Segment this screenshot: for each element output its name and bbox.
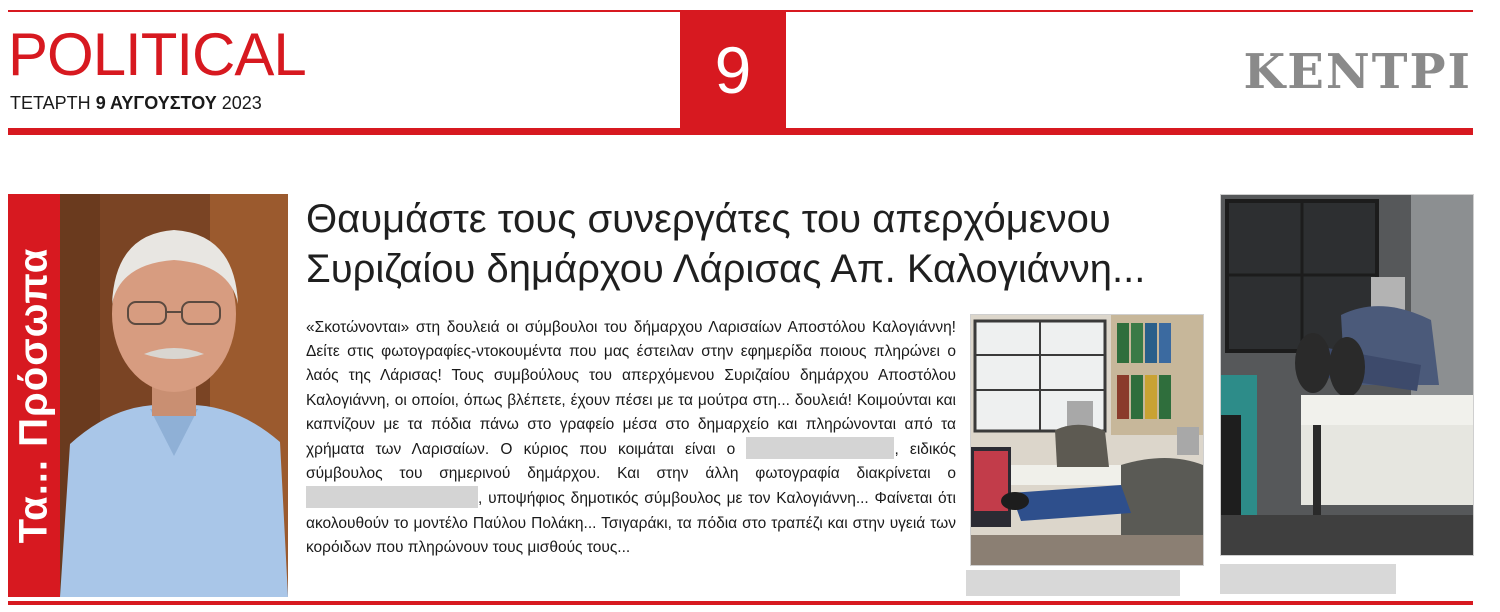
- article-body-part2: , ειδικός σύμβουλος του σημερινού δημάρχου. Και στην άλλη φωτογραφία διακρίνεται ο: [306, 441, 956, 483]
- redacted-name-1a: [746, 437, 798, 459]
- section-title: POLITICAL: [8, 21, 306, 88]
- office-photo-smoking: [970, 314, 1204, 566]
- date-day-month: 9 ΑΥΓΟΥΣΤΟΥ: [95, 93, 217, 113]
- issue-date: [10, 92, 262, 114]
- article-body-part1: «Σκοτώνονται» στη δουλειά οι σύμβουλοι του δήμαρχου Λαρισαίων Αποστόλου Καλογιάννη! Δείτε στις φωτογραφίες-ντοκουμέντα που μας έστειλαν στην εφημερίδα ποιους πληρώνει ο λαός της Λάρισας! Τους συμβούλους του απερχόμενου Συριζαίου δημάρχου Αποστόλου Καλογιάννη, οι οποίοι, όπως βλέπετε, έχουν πέσει με τα μούτρα στη... δουλειά! Κοιμούνται και καπνίζουν με τα πόδια πάνω στο γραφείο μέσα στο δημαρχείο και πληρώνονται από τα χρήματα των Λαρισαίων. Ο κύριος που κοιμάται είναι ο: [306, 319, 956, 459]
- portrait-photo: [60, 194, 288, 597]
- redacted-name-1b: [798, 437, 894, 459]
- page-number-box: [680, 12, 786, 128]
- date-year: 2023: [221, 93, 262, 113]
- masthead-bottom-rule: [8, 128, 1473, 135]
- column-tag-strip: [8, 194, 60, 597]
- column-tag: Τα... Πρόσωπα: [11, 247, 56, 544]
- redacted-name-2: [306, 486, 478, 508]
- newspaper-logo: KENTPI: [1243, 44, 1472, 100]
- photo-caption-redacted-2: [1220, 564, 1396, 594]
- article-body-part3: , υποψήφιος δημοτικός σύμβουλος με τον Καλογιάννη... Φαίνεται ότι ακολουθούν το μοντέλο Παύλου Πολάκη... Τσιγαράκι, τα πόδια στο τραπέζι και στην υγειά των κορόιδων που πληρώνουν τους μισθούς τους...: [306, 490, 956, 556]
- article-headline: Θαυμάστε τους συνεργάτες του απερχόμενου Συριζαίου δημάρχου Λάρισας Απ. Καλογιάννη...: [306, 197, 1146, 291]
- office-photo-feet-on-desk: [1220, 194, 1474, 556]
- article-body: [306, 316, 956, 560]
- date-weekday: ΤΕΤΑΡΤΗ: [10, 93, 91, 113]
- photo-caption-redacted-1: [966, 570, 1180, 596]
- page-number: 9: [714, 33, 752, 107]
- footer-rule: [8, 601, 1473, 605]
